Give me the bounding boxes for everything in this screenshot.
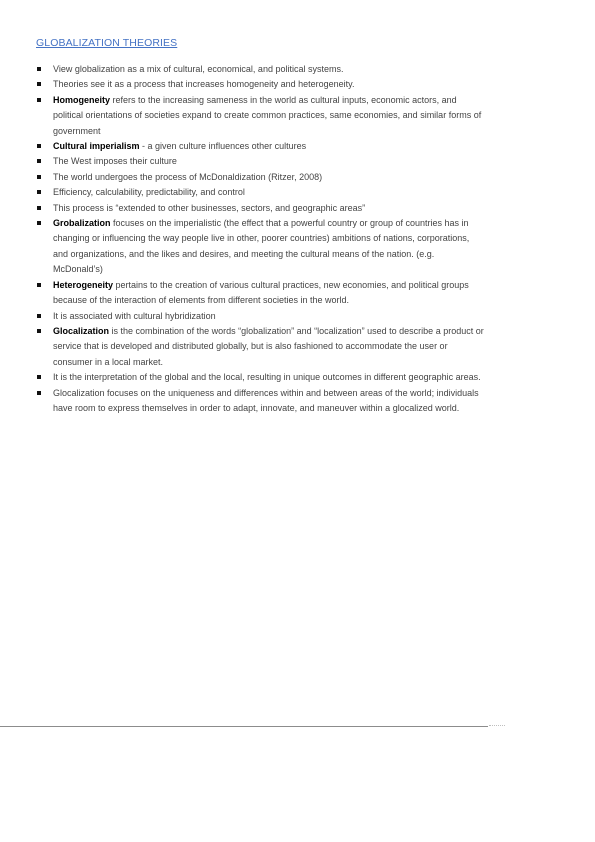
square-bullet-icon: [37, 175, 41, 179]
square-bullet-icon: [37, 221, 41, 225]
list-item: [36, 170, 486, 185]
item-text: The world undergoes the process of McDonaldization (Ritzer, 2008): [53, 171, 323, 182]
list-item: [36, 185, 486, 200]
list-item: [36, 324, 486, 370]
term-label: Heterogeneity: [53, 279, 114, 290]
square-bullet-icon: [37, 375, 41, 379]
list-item: [36, 77, 486, 92]
term-label: Grobalization: [53, 218, 111, 229]
item-text: refers to the increasing sameness in the world as cultural inputs, economic actors, and political orientations of societies expand to create common practices, same economies, and similar forms of government: [53, 94, 482, 136]
list-item: [36, 62, 486, 77]
item-text: is the combination of the words “globalization” and “localization” used to describe a product or service that is developed and distributed globally, but is also fashioned to accommodate the user or consumer in a local market.: [53, 325, 484, 367]
square-bullet-icon: [37, 98, 41, 102]
list-item: [36, 386, 486, 417]
square-bullet-icon: [37, 391, 41, 395]
item-text: It is the interpretation of the global and the local, resulting in unique outcomes in different geographic areas.: [53, 372, 481, 383]
item-text: The West imposes their culture: [53, 156, 177, 167]
item-text: focuses on the imperialistic (the effect that a powerful country or group of countries has in changing or influencing the way people live in other, poorer countries) ambitions of nations, corporations, and organizations, and the likes and desires, and meeting the cultural means of the nation. (e.g. McDonald’s): [53, 218, 470, 275]
item-text: Glocalization focuses on the uniqueness and differences within and between areas of the world; individuals have room to express themselves in order to adapt, innovate, and maneuver within a glocalized world.: [53, 387, 479, 413]
square-bullet-icon: [37, 67, 41, 71]
section-heading: GLOBALIZATION THEORIES: [36, 37, 178, 49]
square-bullet-icon: [37, 159, 41, 163]
item-text: Efficiency, calculability, predictability, and control: [53, 187, 245, 198]
list-item: [36, 309, 486, 324]
square-bullet-icon: [37, 329, 41, 333]
item-text: View globalization as a mix of cultural, economical, and political systems.: [53, 64, 344, 74]
square-bullet-icon: [37, 82, 41, 86]
item-text: - a given culture influences other cultures: [139, 141, 307, 152]
bullet-list: [36, 62, 486, 416]
item-text: pertains to the creation of various cultural practices, new economies, and political groups because of the interaction of elements from different societies in the world.: [53, 279, 469, 306]
square-bullet-icon: [37, 206, 41, 210]
term-label: Cultural imperialism: [53, 141, 140, 152]
term-label: Homogeneity: [53, 94, 111, 105]
square-bullet-icon: [37, 314, 41, 318]
list-item: [36, 278, 486, 309]
square-bullet-icon: [37, 190, 41, 194]
square-bullet-icon: [37, 144, 41, 148]
item-text: It is associated with cultural hybridization: [53, 310, 216, 321]
item-text: Theories see it as a process that increases homogeneity and heterogeneity.: [53, 79, 355, 90]
list-item: [36, 139, 486, 154]
square-bullet-icon: [37, 283, 41, 287]
item-text: This process is “extended to other businesses, sectors, and geographic areas”: [53, 202, 366, 213]
footer-divider-dots: [489, 725, 505, 726]
list-item: [36, 201, 486, 216]
list-item: [36, 216, 486, 278]
list-item: [36, 154, 486, 169]
list-item: [36, 93, 486, 139]
list-item: [36, 370, 486, 385]
footer-divider: [0, 726, 488, 727]
term-label: Glocalization: [53, 325, 110, 336]
